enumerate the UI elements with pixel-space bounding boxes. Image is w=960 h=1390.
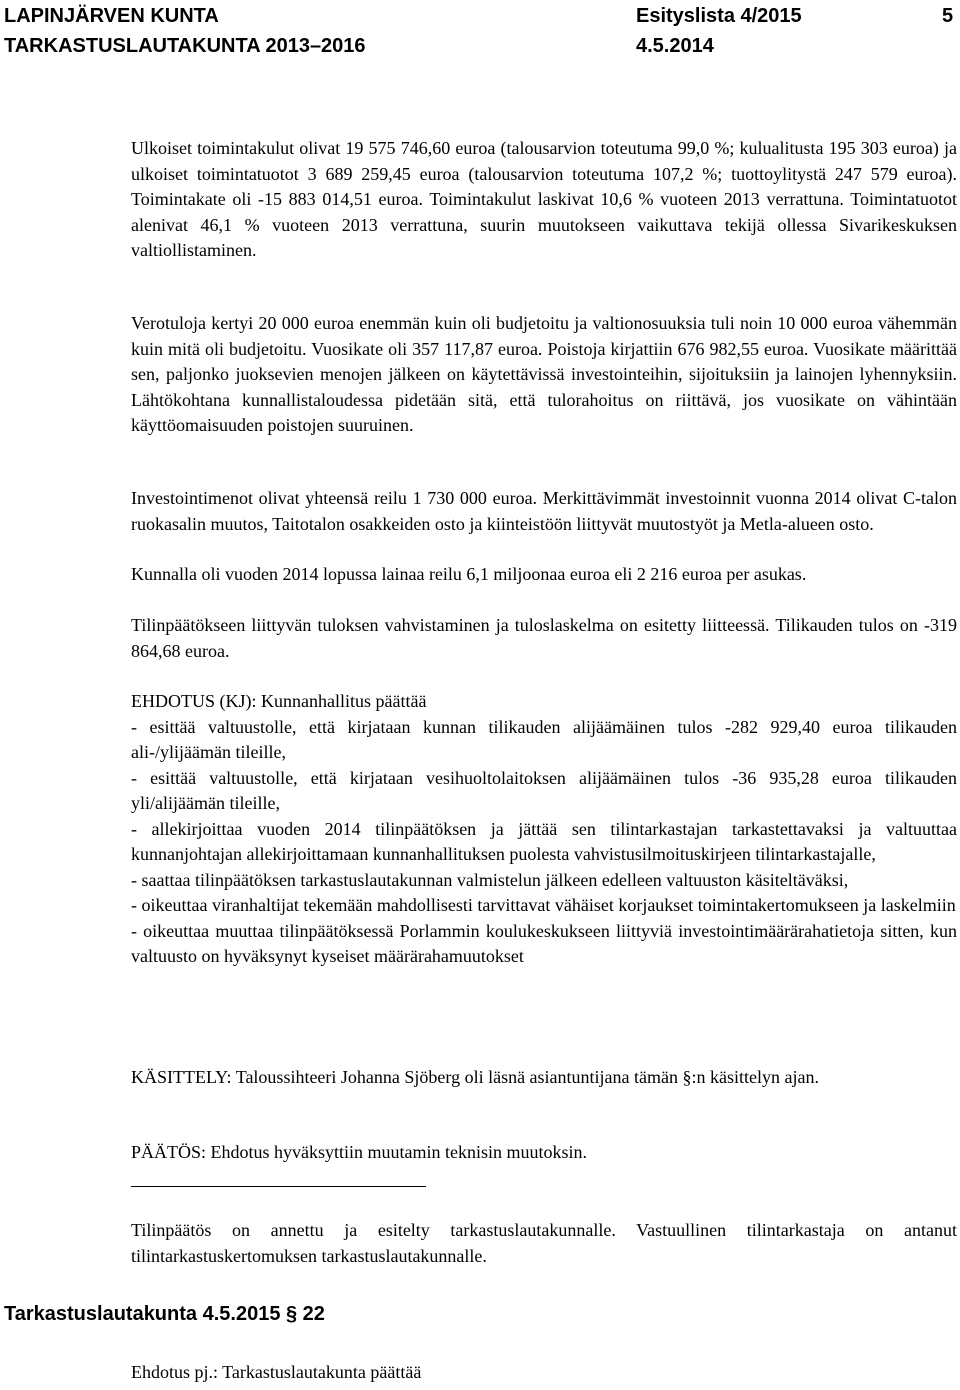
paragraph-loans: Kunnalla oli vuoden 2014 lopussa lainaa reilu 6,1 miljoonaa euroa eli 2 216 euroa per asukas.	[131, 564, 807, 584]
paragraph-investments: Investointimenot olivat yhteensä reilu 1 730 000 euroa. Merkittävimmät investoinnit vuonna 2014 olivat C-talon ruokasalin muutos, Taitotalon osakkeiden osto ja kiinteistöön liittyvät muutostyöt ja Metla-alueen osto.	[131, 488, 957, 534]
proposal-block	[131, 689, 957, 970]
page-number: 5	[942, 5, 954, 27]
paragraph-result: Tilinpäätökseen liittyvän tuloksen vahvistaminen ja tuloslaskelma on esitetty liitteessä. Tilikauden tulos on -319 864,68 euroa.	[131, 615, 957, 661]
paragraph-decision: PÄÄTÖS: Ehdotus hyväksyttiin muutamin teknisin muutoksin.	[131, 1142, 588, 1162]
agenda-number: Esityslista 4/2015	[636, 5, 802, 27]
proposal-item: - esittää valtuustolle, että kirjataan vesihuoltolaitoksen alijäämäinen tulos -36 935,28 euroa tilikauden yli/alijäämän tileille,	[131, 767, 957, 813]
proposal-item: - saattaa tilinpäätöksen tarkastuslautakunnan valmistelun jälkeen edelleen valtuuston käsiteltäväksi,	[131, 869, 849, 890]
proposal-item: - esittää valtuustolle, että kirjataan kunnan tilikauden alijäämäinen tulos -282 929,40 euroa tilikauden ali-/ylijäämän tileille,	[131, 716, 957, 762]
proposal-item: - allekirjoittaa vuoden 2014 tilinpäätöksen ja jättää sen tilintarkastajan tarkastettavaksi ja valtuuttaa kunnanjohtajan allekirjoittamaan kunnanhallituksen puolesta vahvistusilmoituskirjeen tilintarkastajalle,	[131, 818, 957, 864]
proposal-heading: EHDOTUS (KJ): Kunnanhallitus päättää	[131, 691, 427, 711]
paragraph-tax-revenue: Verotuloja kertyi 20 000 euroa enemmän kuin oli budjetoitu ja valtionosuuksia tuli noin 10 000 euroa vähemmän kuin mitä oli budjetoitu. Vuosikate oli 357 117,87 euroa. Poistoja kirjattiin 676 982,55 euroa. Vuosikate määrittää sen, paljonko juoksevien menojen jälkeen on käytettävissä investointeihin, sijoituksiin ja lainojen lyhennyksiin. Lähtökohtana kunnallistaloudessa pidetään sitä, että tulorahoitus on riittävä, jos vuosikate on vähintään käyttöomaisuuden poistojen suuruinen.	[131, 313, 957, 435]
paragraph-operating-costs: Ulkoiset toimintakulut olivat 19 575 746,60 euroa (talousarvion toteutuma 99,0 %; kulualitusta 195 303 euroa) ja ulkoiset toimintatuotot 3 689 259,45 euroa (talousarvion toteutuma 107,2 %; tuottoylitystä 247 579 euroa). Toimintakate oli -15 883 014,51 euroa. Toimintakulut laskivat 10,6 % vuoteen 2013 verrattuna. Toimintatuotot alenivat 46,1 % vuoteen 2013 verrattuna, suurin muutokseen vaikuttava tekijä ollessa Sivarikeskuksen valtiollistaminen.	[131, 138, 957, 260]
chair-proposal: Ehdotus pj.: Tarkastuslautakunta päättää	[131, 1362, 422, 1382]
paragraph-audit-note: Tilinpäätös on annettu ja esitelty tarkastuslautakunnalle. Vastuullinen tilintarkastaja on antanut tilintarkastuskertomuksen tarkastuslautakunnalle.	[131, 1220, 957, 1266]
municipality-name: LAPINJÄRVEN KUNTA	[4, 5, 219, 27]
section-heading: Tarkastuslautakunta 4.5.2015 § 22	[4, 1303, 325, 1325]
proposal-item: - oikeuttaa viranhaltijat tekemään mahdollisesti tarvittavat vähäiset korjaukset toimintakertomukseen ja laskelmiin	[131, 895, 956, 915]
committee-name: TARKASTUSLAUTAKUNTA 2013–2016	[4, 35, 366, 57]
proposal-item: - oikeuttaa muuttaa tilinpäätöksessä Porlammin koulukeskukseen liittyviä investointimäärärahatietoja sitten, kun valtuusto on hyväksynyt kyseiset määrärahamuutokset	[131, 920, 957, 966]
meeting-date: 4.5.2014	[636, 35, 714, 57]
separator-rule	[131, 1186, 426, 1187]
paragraph-handling: KÄSITTELY: Taloussihteeri Johanna Sjöberg oli läsnä asiantuntijana tämän §:n käsittelyn ajan.	[131, 1067, 819, 1087]
